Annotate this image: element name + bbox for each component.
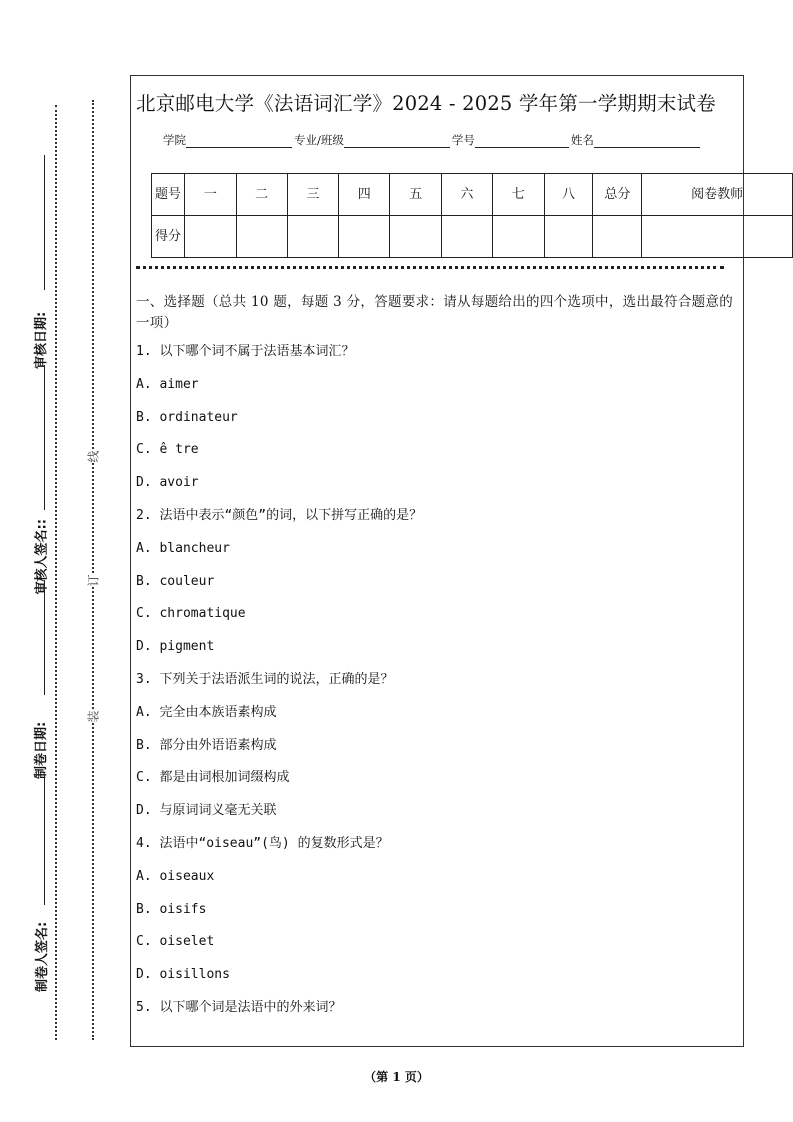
answer-option: B. oisifs bbox=[136, 901, 207, 917]
answer-option: C. 都是由词根加词缀构成 bbox=[136, 770, 290, 786]
questions-area bbox=[136, 292, 736, 1025]
answer-option: C. ê tre bbox=[136, 442, 199, 458]
field-label-college: 学院 bbox=[163, 133, 186, 147]
field-label-name: 姓名 bbox=[570, 133, 594, 147]
col-3: 三 bbox=[287, 174, 339, 216]
answer-option: C. chromatique bbox=[136, 606, 246, 622]
answer-option: B. 部分由外语语素构成 bbox=[136, 737, 277, 753]
reviewer-signature-label: 审核人签名:: bbox=[34, 519, 50, 595]
col-5: 五 bbox=[390, 174, 442, 216]
student-info-fields bbox=[163, 132, 702, 148]
answer-option: D. pigment bbox=[136, 639, 215, 655]
binding-dotted-line-outer bbox=[55, 105, 57, 1040]
score-cell[interactable] bbox=[593, 216, 642, 258]
question-text: 3. 下列关于法语派生词的说法，正确的是？ bbox=[136, 671, 394, 687]
score-cell[interactable] bbox=[390, 216, 442, 258]
score-cell[interactable] bbox=[492, 216, 544, 258]
answer-option: A. blancheur bbox=[136, 540, 230, 556]
question-text: 4. 法语中“oiseau”(鸟) 的复数形式是？ bbox=[136, 835, 389, 851]
name-blank[interactable] bbox=[594, 133, 700, 148]
signature-line bbox=[44, 155, 45, 290]
answer-option: B. ordinateur bbox=[136, 409, 238, 425]
review-date-label: 审核日期: bbox=[34, 311, 49, 369]
cut-mark-bind: 订 bbox=[86, 574, 101, 587]
answer-option: D. avoir bbox=[136, 475, 199, 491]
field-label-student-id: 学号 bbox=[451, 133, 475, 147]
score-cell[interactable] bbox=[642, 216, 793, 258]
question-text: 5. 以下哪个词是法语中的外来词？ bbox=[136, 999, 342, 1015]
col-6: 六 bbox=[441, 174, 492, 216]
signature-line bbox=[44, 580, 45, 695]
col-total: 总分 bbox=[593, 174, 642, 216]
score-table bbox=[151, 173, 793, 258]
major-class-blank[interactable] bbox=[344, 133, 450, 148]
score-cell[interactable] bbox=[236, 216, 287, 258]
header-score: 得分 bbox=[152, 216, 185, 258]
col-2: 二 bbox=[236, 174, 287, 216]
col-4: 四 bbox=[339, 174, 390, 216]
score-table-score-row bbox=[152, 216, 793, 258]
score-cell[interactable] bbox=[184, 216, 236, 258]
answer-option: A. oiseaux bbox=[136, 868, 215, 884]
col-grader: 阅卷教师 bbox=[642, 174, 793, 216]
answer-option: D. oisillons bbox=[136, 967, 230, 983]
score-cell[interactable] bbox=[339, 216, 390, 258]
cut-mark-staple: 装 bbox=[86, 710, 101, 723]
paper-maker-signature-label: 制卷人签名: bbox=[35, 921, 50, 992]
col-7: 七 bbox=[492, 174, 544, 216]
score-table-header-row bbox=[152, 174, 793, 216]
answer-option: B. couleur bbox=[136, 573, 215, 589]
score-cell[interactable] bbox=[544, 216, 593, 258]
header-question-number: 题号 bbox=[152, 174, 185, 216]
col-8: 八 bbox=[544, 174, 593, 216]
student-id-blank[interactable] bbox=[475, 133, 569, 148]
answer-option: A. aimer bbox=[136, 376, 199, 392]
section-divider bbox=[136, 266, 724, 269]
score-cell[interactable] bbox=[441, 216, 492, 258]
signature-line bbox=[44, 775, 45, 905]
exam-title: 北京邮电大学《法语词汇学》2024 - 2025 学年第一学期期末试卷 bbox=[136, 92, 716, 115]
question-text: 2. 法语中表示“颜色”的词，以下拼写正确的是？ bbox=[136, 507, 423, 523]
cut-mark-line: 线 bbox=[86, 450, 101, 463]
paper-date-label: 制卷日期: bbox=[34, 721, 49, 779]
college-blank[interactable] bbox=[186, 133, 292, 148]
answer-option: C. oiselet bbox=[136, 934, 215, 950]
answer-option: D. 与原词词义毫无关联 bbox=[136, 803, 277, 819]
page-number: （第 1 页） bbox=[364, 1070, 429, 1084]
field-label-major-class: 专业/班级 bbox=[294, 133, 344, 147]
col-1: 一 bbox=[184, 174, 236, 216]
section-title: 一、选择题（总共 10 题，每题 3 分，答题要求：请从每题给出的四个选项中，选出最符合题意的一项） bbox=[136, 294, 734, 331]
question-list bbox=[136, 336, 736, 1025]
score-cell[interactable] bbox=[287, 216, 339, 258]
answer-option: A. 完全由本族语素构成 bbox=[136, 704, 277, 720]
signature-line bbox=[44, 365, 45, 510]
binding-dotted-line-inner bbox=[92, 100, 94, 1040]
question-text: 1. 以下哪个词不属于法语基本词汇？ bbox=[136, 344, 355, 359]
